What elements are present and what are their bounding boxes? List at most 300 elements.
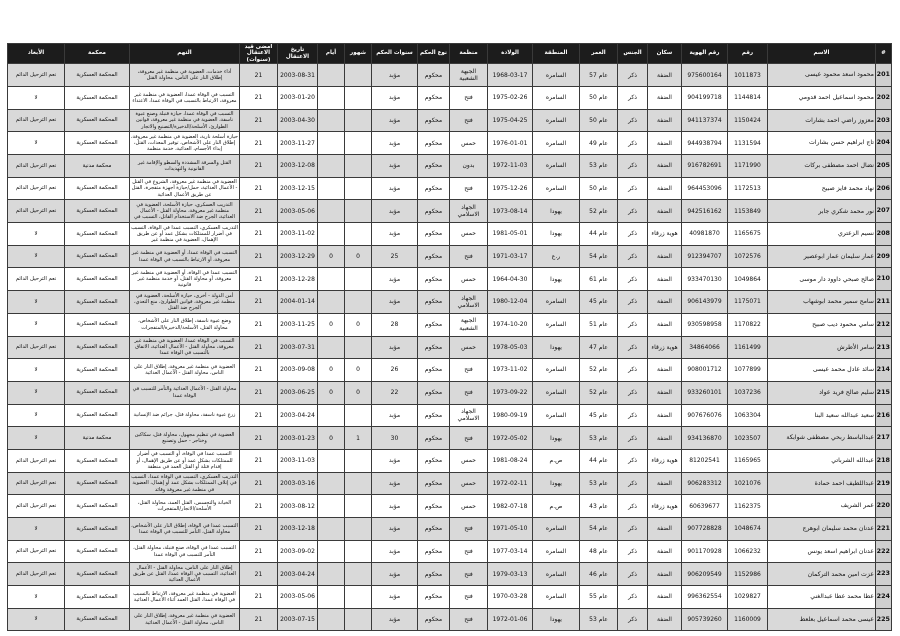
table-row [8, 132, 892, 155]
cell-id: 907728828 [682, 518, 728, 541]
cell-num: 210 [876, 268, 892, 291]
cell-months [345, 472, 372, 495]
cell-years: 22 [372, 381, 418, 404]
cell-years: مؤبد [372, 518, 418, 541]
cell-name: معزوز راضي احمد بشارات [768, 109, 876, 132]
cell-deport: لا [8, 245, 65, 268]
cell-num: 204 [876, 132, 892, 155]
cell-years: مؤبد [372, 540, 418, 563]
cell-deport: لا [8, 291, 65, 314]
cell-gender: ذكر [618, 427, 648, 450]
cell-region: السامره [533, 155, 580, 178]
cell-deport: نعم الترحيل الدائم [8, 268, 65, 291]
table-row [8, 381, 892, 404]
table-row [8, 291, 892, 314]
cell-charges: وضع عبوة ناسفة، إطلاق النار على الأشخاص، محاولة القتل، الأسلحة/الذخيرة/المتفجرات [130, 313, 240, 336]
column-header-years: سنوات الحكم [372, 44, 418, 64]
cell-org: فتح [450, 540, 488, 563]
cell-gender: ذكر [618, 177, 648, 200]
cell-court: محكمة مدنية [65, 155, 130, 178]
column-header-sakan: سكان [648, 44, 682, 64]
cell-judgment: محكوم [418, 313, 450, 336]
cell-org: فتح [450, 563, 488, 586]
prisoners-table [7, 43, 892, 631]
cell-raqm: 1023507 [728, 427, 768, 450]
cell-days [318, 200, 345, 223]
cell-court: المحكمة العسكرية [65, 359, 130, 382]
cell-birth: 1973-11-02 [488, 359, 533, 382]
cell-raqm: 1165675 [728, 223, 768, 246]
cell-deport: نعم الترحيل الدائم [8, 177, 65, 200]
cell-id: 904199718 [682, 86, 728, 109]
table-row [8, 109, 892, 132]
cell-gender: ذكر [618, 563, 648, 586]
cell-judgment: محكوم [418, 336, 450, 359]
cell-court: المحكمة العسكرية [65, 472, 130, 495]
cell-years: مؤبد [372, 586, 418, 609]
cell-charges: التسبب عمدا في الوفاة، صنع قنبلة، محاولة القتل، التآمر للتسبب في الوفاة عمدا [130, 540, 240, 563]
cell-years: مؤبد [372, 336, 418, 359]
cell-deport: لا [8, 518, 65, 541]
cell-arrest: 2003-11-02 [278, 223, 318, 246]
table-row [8, 586, 892, 609]
cell-birth: 1971-03-17 [488, 245, 533, 268]
cell-served: 21 [240, 177, 278, 200]
cell-org: حمس [450, 223, 488, 246]
cell-raqm: 1072576 [728, 245, 768, 268]
cell-deport: لا [8, 586, 65, 609]
cell-charges: التسبب في الوفاة عمدا، حيازة قنبلة وصنع عبوة ناسفة، العضوية في منظمة غير معروفة، قوانين الطوارئ، الأسلحة/الذخيرة/التصنيع والاتجار [130, 109, 240, 132]
cell-age: عام 47 [580, 336, 618, 359]
cell-num: 220 [876, 495, 892, 518]
cell-birth: 1978-05-03 [488, 336, 533, 359]
cell-sakan: الضفة [648, 404, 682, 427]
cell-days [318, 155, 345, 178]
cell-raqm: 1150424 [728, 109, 768, 132]
cell-deport: نعم الترحيل الدائم [8, 495, 65, 518]
cell-charges: التسبب في الوفاة عمدا، العضوية في منظمة غير معروفة، الارتباط بالتسبب في الوفاة عمدا، الاعتداء [130, 86, 240, 109]
cell-id: 905739260 [682, 608, 728, 631]
column-header-region: المنطقة [533, 44, 580, 64]
cell-raqm: 1011873 [728, 64, 768, 87]
cell-age: عام 52 [580, 359, 618, 382]
table-row [8, 449, 892, 472]
cell-arrest: 2003-12-29 [278, 245, 318, 268]
cell-judgment: محكوم [418, 449, 450, 472]
cell-judgment: محكوم [418, 245, 450, 268]
cell-region: يهودا [533, 223, 580, 246]
cell-age: عام 61 [580, 268, 618, 291]
cell-court: المحكمة العسكرية [65, 540, 130, 563]
cell-deport: لا [8, 404, 65, 427]
cell-arrest: 2003-05-06 [278, 586, 318, 609]
cell-num: 202 [876, 86, 892, 109]
cell-region: السامره [533, 109, 580, 132]
cell-days [318, 472, 345, 495]
cell-charges: محاولة القتل - الأعمال العدائية والتآمر للتسبب في الوفاة عمدا [130, 381, 240, 404]
cell-birth: 1973-08-14 [488, 200, 533, 223]
cell-arrest: 2003-04-24 [278, 563, 318, 586]
cell-org: حمس [450, 336, 488, 359]
cell-court: المحكمة العسكرية [65, 200, 130, 223]
cell-id: 907676076 [682, 404, 728, 427]
cell-years: مؤبد [372, 223, 418, 246]
cell-region: يهودا [533, 608, 580, 631]
cell-org: فتح [450, 518, 488, 541]
column-header-months: شهور [345, 44, 372, 64]
cell-gender: ذكر [618, 64, 648, 87]
cell-birth: 1975-12-26 [488, 177, 533, 200]
cell-id: 941137374 [682, 109, 728, 132]
cell-id: 934136870 [682, 427, 728, 450]
cell-served: 21 [240, 223, 278, 246]
cell-org: فتح [450, 245, 488, 268]
cell-served: 21 [240, 608, 278, 631]
cell-gender: ذكر [618, 359, 648, 382]
cell-birth: 1972-11-03 [488, 155, 533, 178]
cell-served: 21 [240, 245, 278, 268]
cell-gender: ذكر [618, 223, 648, 246]
cell-years: مؤبد [372, 155, 418, 178]
cell-org: الجبهة الشعبية [450, 64, 488, 87]
cell-sakan: الضفة [648, 540, 682, 563]
cell-months [345, 404, 372, 427]
cell-birth: 1974-10-20 [488, 313, 533, 336]
cell-raqm: 1152986 [728, 563, 768, 586]
cell-birth: 1973-09-22 [488, 381, 533, 404]
cell-sakan: الضفة [648, 586, 682, 609]
table-row [8, 223, 892, 246]
cell-months [345, 268, 372, 291]
cell-years: مؤبد [372, 608, 418, 631]
cell-region: يهودا [533, 427, 580, 450]
cell-sakan: الضفة [648, 177, 682, 200]
cell-age: عام 45 [580, 404, 618, 427]
cell-judgment: محكوم [418, 223, 450, 246]
cell-judgment: محكوم [418, 381, 450, 404]
cell-years: 28 [372, 313, 418, 336]
cell-raqm: 1029827 [728, 586, 768, 609]
cell-raqm: 1037236 [728, 381, 768, 404]
table-row [8, 404, 892, 427]
cell-months: 0 [345, 381, 372, 404]
cell-court: المحكمة العسكرية [65, 449, 130, 472]
cell-months [345, 586, 372, 609]
cell-judgment: محكوم [418, 132, 450, 155]
cell-org: الجهاد الاسلامي [450, 291, 488, 314]
cell-id: 930598958 [682, 313, 728, 336]
cell-served: 21 [240, 359, 278, 382]
column-header-raqm: رقم [728, 44, 768, 64]
cell-days [318, 518, 345, 541]
cell-name: عزت امين محمد التركمان [768, 563, 876, 586]
cell-age: عام 45 [580, 291, 618, 314]
cell-region: يهودا [533, 200, 580, 223]
cell-name: نور محمد شكري جابر [768, 200, 876, 223]
cell-months [345, 518, 372, 541]
cell-region: السامره [533, 563, 580, 586]
cell-sakan: الضفة [648, 200, 682, 223]
cell-served: 21 [240, 64, 278, 87]
cell-org: حمس [450, 472, 488, 495]
cell-name: نضال احمد مصطفى بركات [768, 155, 876, 178]
table-row [8, 245, 892, 268]
cell-served: 21 [240, 336, 278, 359]
cell-court: المحكمة العسكرية [65, 608, 130, 631]
cell-years: مؤبد [372, 291, 418, 314]
column-header-birth: الولادة [488, 44, 533, 64]
cell-region: السامره [533, 86, 580, 109]
cell-birth: 1982-07-18 [488, 495, 533, 518]
cell-served: 21 [240, 381, 278, 404]
cell-arrest: 2003-11-27 [278, 132, 318, 155]
cell-org: فتح [450, 177, 488, 200]
cell-days [318, 563, 345, 586]
cell-sakan: الضفة [648, 291, 682, 314]
cell-days [318, 291, 345, 314]
cell-court: المحكمة العسكرية [65, 109, 130, 132]
cell-served: 21 [240, 563, 278, 586]
table-row [8, 563, 892, 586]
cell-name: نسيم الزعتري [768, 223, 876, 246]
cell-age: عام 53 [580, 155, 618, 178]
table-row [8, 472, 892, 495]
cell-num: 218 [876, 449, 892, 472]
cell-age: عام 46 [580, 563, 618, 586]
cell-judgment: محكوم [418, 472, 450, 495]
cell-region: يهودا [533, 336, 580, 359]
cell-gender: ذكر [618, 313, 648, 336]
cell-org: حمس [450, 449, 488, 472]
cell-name: عبدالله الشرباتي [768, 449, 876, 472]
cell-raqm: 1153849 [728, 200, 768, 223]
cell-num: 221 [876, 518, 892, 541]
cell-sakan: هوية زرقاء [648, 336, 682, 359]
cell-deport: نعم الترحيل الدائم [8, 155, 65, 178]
cell-arrest: 2003-04-24 [278, 404, 318, 427]
cell-days [318, 586, 345, 609]
table-row [8, 177, 892, 200]
cell-gender: ذكر [618, 381, 648, 404]
cell-months [345, 291, 372, 314]
cell-raqm: 1077899 [728, 359, 768, 382]
table-header [8, 44, 892, 64]
cell-days: 0 [318, 359, 345, 382]
cell-years: مؤبد [372, 404, 418, 427]
cell-days [318, 404, 345, 427]
cell-sakan: الضفة [648, 313, 682, 336]
cell-name: محمود اسعد محمود عيسى [768, 64, 876, 87]
cell-court: المحكمة العسكرية [65, 563, 130, 586]
table-row [8, 64, 892, 87]
cell-age: عام 53 [580, 608, 618, 631]
cell-name: عدنان محمد سليمان ابوهرج [768, 518, 876, 541]
cell-gender: ذكر [618, 586, 648, 609]
cell-court: المحكمة العسكرية [65, 223, 130, 246]
cell-days [318, 495, 345, 518]
cell-arrest: 2004-01-14 [278, 291, 318, 314]
cell-deport: لا [8, 223, 65, 246]
cell-num: 208 [876, 223, 892, 246]
column-header-days: أيام [318, 44, 345, 64]
cell-charges: إطلاق النار على الناس، محاولة القتل - الأعمال العدائية، التسبب في الوفاة عمدا، القتل عن طريق الأعمال العدائية [130, 563, 240, 586]
cell-deport: لا [8, 427, 65, 450]
cell-years: مؤبد [372, 132, 418, 155]
cell-org: الجهاد الاسلامي [450, 200, 488, 223]
cell-charges: العضوية في تنظيم مجهول، محاولة قتل، سكاكين وخناجر - حمل وتصنيع [130, 427, 240, 450]
cell-sakan: الضفة [648, 109, 682, 132]
cell-name: عيسى محمد اسماعيل بعلعط [768, 608, 876, 631]
cell-sakan: الضفة [648, 268, 682, 291]
cell-org: الجبهة الشعبية [450, 313, 488, 336]
column-header-served: أمضى قيد الاعتقال (سنوات) [240, 44, 278, 64]
cell-served: 21 [240, 472, 278, 495]
cell-deport: نعم الترحيل الدائم [8, 64, 65, 87]
cell-raqm: 1175071 [728, 291, 768, 314]
cell-months: 1 [345, 427, 372, 450]
cell-sakan: الضفة [648, 518, 682, 541]
cell-org: فتح [450, 427, 488, 450]
cell-birth: 1975-02-26 [488, 86, 533, 109]
cell-birth: 1972-02-11 [488, 472, 533, 495]
table-row [8, 200, 892, 223]
cell-days [318, 86, 345, 109]
cell-arrest: 2003-12-15 [278, 177, 318, 200]
cell-birth: 1979-03-13 [488, 563, 533, 586]
cell-deport: نعم الترحيل الدائم [8, 472, 65, 495]
cell-years: مؤبد [372, 268, 418, 291]
cell-birth: 1971-05-10 [488, 518, 533, 541]
cell-id: 60639677 [682, 495, 728, 518]
cell-num: 216 [876, 404, 892, 427]
cell-age: عام 53 [580, 472, 618, 495]
cell-years: مؤبد [372, 109, 418, 132]
cell-court: المحكمة العسكرية [65, 268, 130, 291]
cell-deport: لا [8, 359, 65, 382]
cell-judgment: محكوم [418, 109, 450, 132]
cell-org: فتح [450, 359, 488, 382]
cell-birth: 1981-05-01 [488, 223, 533, 246]
cell-months [345, 109, 372, 132]
cell-arrest: 2003-07-31 [278, 336, 318, 359]
cell-id: 906143979 [682, 291, 728, 314]
cell-raqm: 1171990 [728, 155, 768, 178]
cell-judgment: محكوم [418, 200, 450, 223]
cell-region: ص.م [533, 495, 580, 518]
cell-court: المحكمة العسكرية [65, 381, 130, 404]
cell-birth: 1972-05-02 [488, 427, 533, 450]
cell-charges: الخيانة والتجسس، القتل العمد، محاولة القتل، الأسلحة/الاتجار/المتفجرات [130, 495, 240, 518]
cell-num: 217 [876, 427, 892, 450]
cell-raqm: 1049864 [728, 268, 768, 291]
cell-judgment: محكوم [418, 359, 450, 382]
cell-deport: نعم الترحيل الدائم [8, 540, 65, 563]
cell-org: فتح [450, 608, 488, 631]
cell-name: عمر الشريف [768, 495, 876, 518]
cell-judgment: محكوم [418, 404, 450, 427]
cell-days [318, 336, 345, 359]
cell-months [345, 64, 372, 87]
cell-deport: نعم الترحيل الدائم [8, 200, 65, 223]
cell-num: 215 [876, 381, 892, 404]
cell-arrest: 2003-07-15 [278, 608, 318, 631]
cell-deport: نعم الترحيل الدائم [8, 449, 65, 472]
cell-arrest: 2003-11-25 [278, 313, 318, 336]
cell-birth: 1975-04-25 [488, 109, 533, 132]
cell-served: 21 [240, 132, 278, 155]
cell-charges: العضوية في منظمة غير معروفة، إطلاق النار على الناس، محاولة القتل - الأعمال العدائية [130, 608, 240, 631]
cell-raqm: 1021076 [728, 472, 768, 495]
cell-served: 21 [240, 518, 278, 541]
cell-raqm: 1162375 [728, 495, 768, 518]
cell-arrest: 2003-12-08 [278, 155, 318, 178]
cell-charges: العضوية في منظمة غير معروفة، الارتباط بالتسبب في الوفاة عمدا، القتل العمد أثناء الأعمال العدائية [130, 586, 240, 609]
table-row [8, 495, 892, 518]
cell-days: 0 [318, 381, 345, 404]
cell-age: عام 48 [580, 540, 618, 563]
cell-name: تاج ابراهيم حسن بشارات [768, 132, 876, 155]
cell-charges: العضوية في منظمة غير معروفة، الشروع في القتل - الأعمال العدائية، حمل/حيازة أجهزة متفجرة، القتل عن طريق الأعمال العدائية [130, 177, 240, 200]
cell-birth: 1970-03-28 [488, 586, 533, 609]
cell-sakan: الضفة [648, 472, 682, 495]
cell-arrest: 2003-04-30 [278, 109, 318, 132]
cell-charges: التدريب العسكري، التسبب في الوفاة عمدا، التسبب في إتلاف الممتلكات بشكل عمد أو إهمال، العضوية في منظمة غير معروفة وقائد [130, 472, 240, 495]
cell-days [318, 449, 345, 472]
cell-gender: ذكر [618, 404, 648, 427]
cell-deport: لا [8, 608, 65, 631]
cell-num: 206 [876, 177, 892, 200]
cell-region: السامره [533, 313, 580, 336]
cell-months [345, 177, 372, 200]
cell-months: 0 [345, 359, 372, 382]
column-header-deport: الأبعاد [8, 44, 65, 64]
cell-gender: ذكر [618, 472, 648, 495]
cell-years: مؤبد [372, 64, 418, 87]
table-row [8, 608, 892, 631]
cell-age: عام 53 [580, 427, 618, 450]
cell-name: عدنان ابراهيم اسعد يونس [768, 540, 876, 563]
cell-days [318, 540, 345, 563]
cell-charges: التدريب العسكري، التسبب عمدا في الوفاة، التسبب في أضرار للممتلكات بشكل عمد أو عن طريق الإهمال، العضوية في منظمة غير [130, 223, 240, 246]
cell-served: 21 [240, 495, 278, 518]
cell-num: 203 [876, 109, 892, 132]
cell-raqm: 1165965 [728, 449, 768, 472]
cell-court: المحكمة العسكرية [65, 86, 130, 109]
cell-arrest: 2003-09-02 [278, 540, 318, 563]
cell-served: 21 [240, 291, 278, 314]
cell-age: عام 52 [580, 381, 618, 404]
cell-num: 201 [876, 64, 892, 87]
cell-served: 21 [240, 86, 278, 109]
cell-deport: لا [8, 86, 65, 109]
cell-months [345, 608, 372, 631]
cell-years: مؤبد [372, 563, 418, 586]
cell-id: 933260101 [682, 381, 728, 404]
cell-court: المحكمة العسكرية [65, 518, 130, 541]
cell-years: 26 [372, 359, 418, 382]
cell-gender: ذكر [618, 608, 648, 631]
cell-raqm: 1172513 [728, 177, 768, 200]
cell-region: السامره [533, 132, 580, 155]
cell-num: 223 [876, 563, 892, 586]
cell-id: 996362554 [682, 586, 728, 609]
cell-judgment: محكوم [418, 495, 450, 518]
cell-sakan: الضفة [648, 427, 682, 450]
cell-age: عام 51 [580, 313, 618, 336]
cell-region: يهودا [533, 268, 580, 291]
cell-days [318, 268, 345, 291]
cell-age: عام 49 [580, 132, 618, 155]
